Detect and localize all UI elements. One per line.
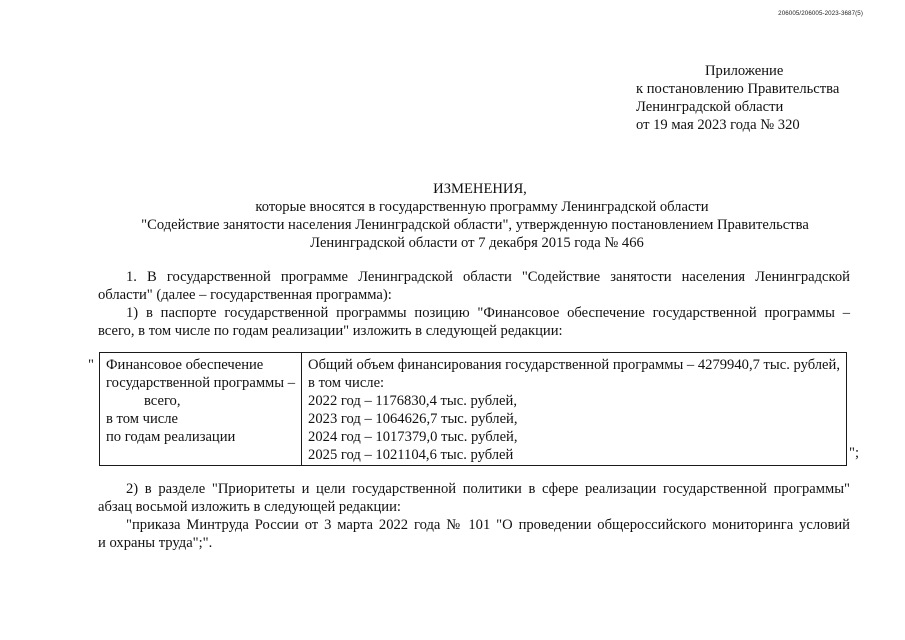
item-1-line-2: области" (далее – государственная программа): [98,287,392,303]
item-2-line-2: абзац восьмой изложить в следующей редакции: [98,499,401,515]
document-title [60,180,890,252]
item-2-line-1: 2) в разделе "Приоритеты и цели государственной политики в сфере реализации государственной программы" [126,481,850,497]
appendix-region-line: Ленинградской области [636,99,784,115]
subitem-1-line-2: всего, в том числе по годам реализации" изложить в следующей редакции: [98,323,563,339]
opening-quote: " [88,357,94,373]
appendix-header [636,62,876,134]
table-row [100,353,847,466]
position-line: Финансовое обеспечение [106,357,264,373]
closing-quote: "; [849,445,860,461]
financing-year-line: 2024 год – 1017379,0 тыс. рублей, [308,429,518,445]
position-line: государственной программы – [106,375,296,391]
appendix-resolution-line: к постановлению Правительства [636,81,840,97]
title-line-3: Ленинградской области от 7 декабря 2015 года № 466 [310,235,644,251]
document-id: 206005/206005-2023-3687(5) [778,10,863,17]
financing-line: в том числе: [308,375,385,391]
financing-year-line: 2023 год – 1064626,7 тыс. рублей, [308,411,518,427]
position-line: по годам реализации [106,429,236,445]
item-2-paragraph [98,480,850,552]
subitem-1-line-1: 1) в паспорте государственной программы позицию "Финансовое обеспечение государственной программы – [126,305,850,321]
item-1-paragraph [98,268,850,340]
financing-table [99,352,847,466]
position-line: всего, [144,393,181,409]
title-line-2: "Содействие занятости населения Ленинградской области", утвержденную постановлением Правительства [141,217,809,233]
item-1-line-1: 1. В государственной программе Ленинградской области "Содействие занятости населения Ленинградской [126,269,850,285]
title-heading: ИЗМЕНЕНИЯ, [433,181,527,197]
financing-total-line: Общий объем финансирования государственной программы – 4279940,7 тыс. рублей, [308,357,840,373]
item-2-quote-line-2: и охраны труда";". [98,535,213,551]
appendix-date-line: от 19 мая 2023 года № 320 [636,117,800,133]
table-cell-position [100,353,302,466]
table-cell-financing [302,353,847,466]
financing-year-line: 2025 год – 1021104,6 тыс. рублей [308,447,514,463]
appendix-label: Приложение [705,63,784,79]
position-line: в том числе [106,411,179,427]
title-line-1: которые вносятся в государственную программу Ленинградской области [255,199,709,215]
item-2-quote-line-1: "приказа Минтруда России от 3 марта 2022 года № 101 "О проведении общероссийского мониторинга условий [126,517,850,533]
financing-year-line: 2022 год – 1176830,4 тыс. рублей, [308,393,517,409]
